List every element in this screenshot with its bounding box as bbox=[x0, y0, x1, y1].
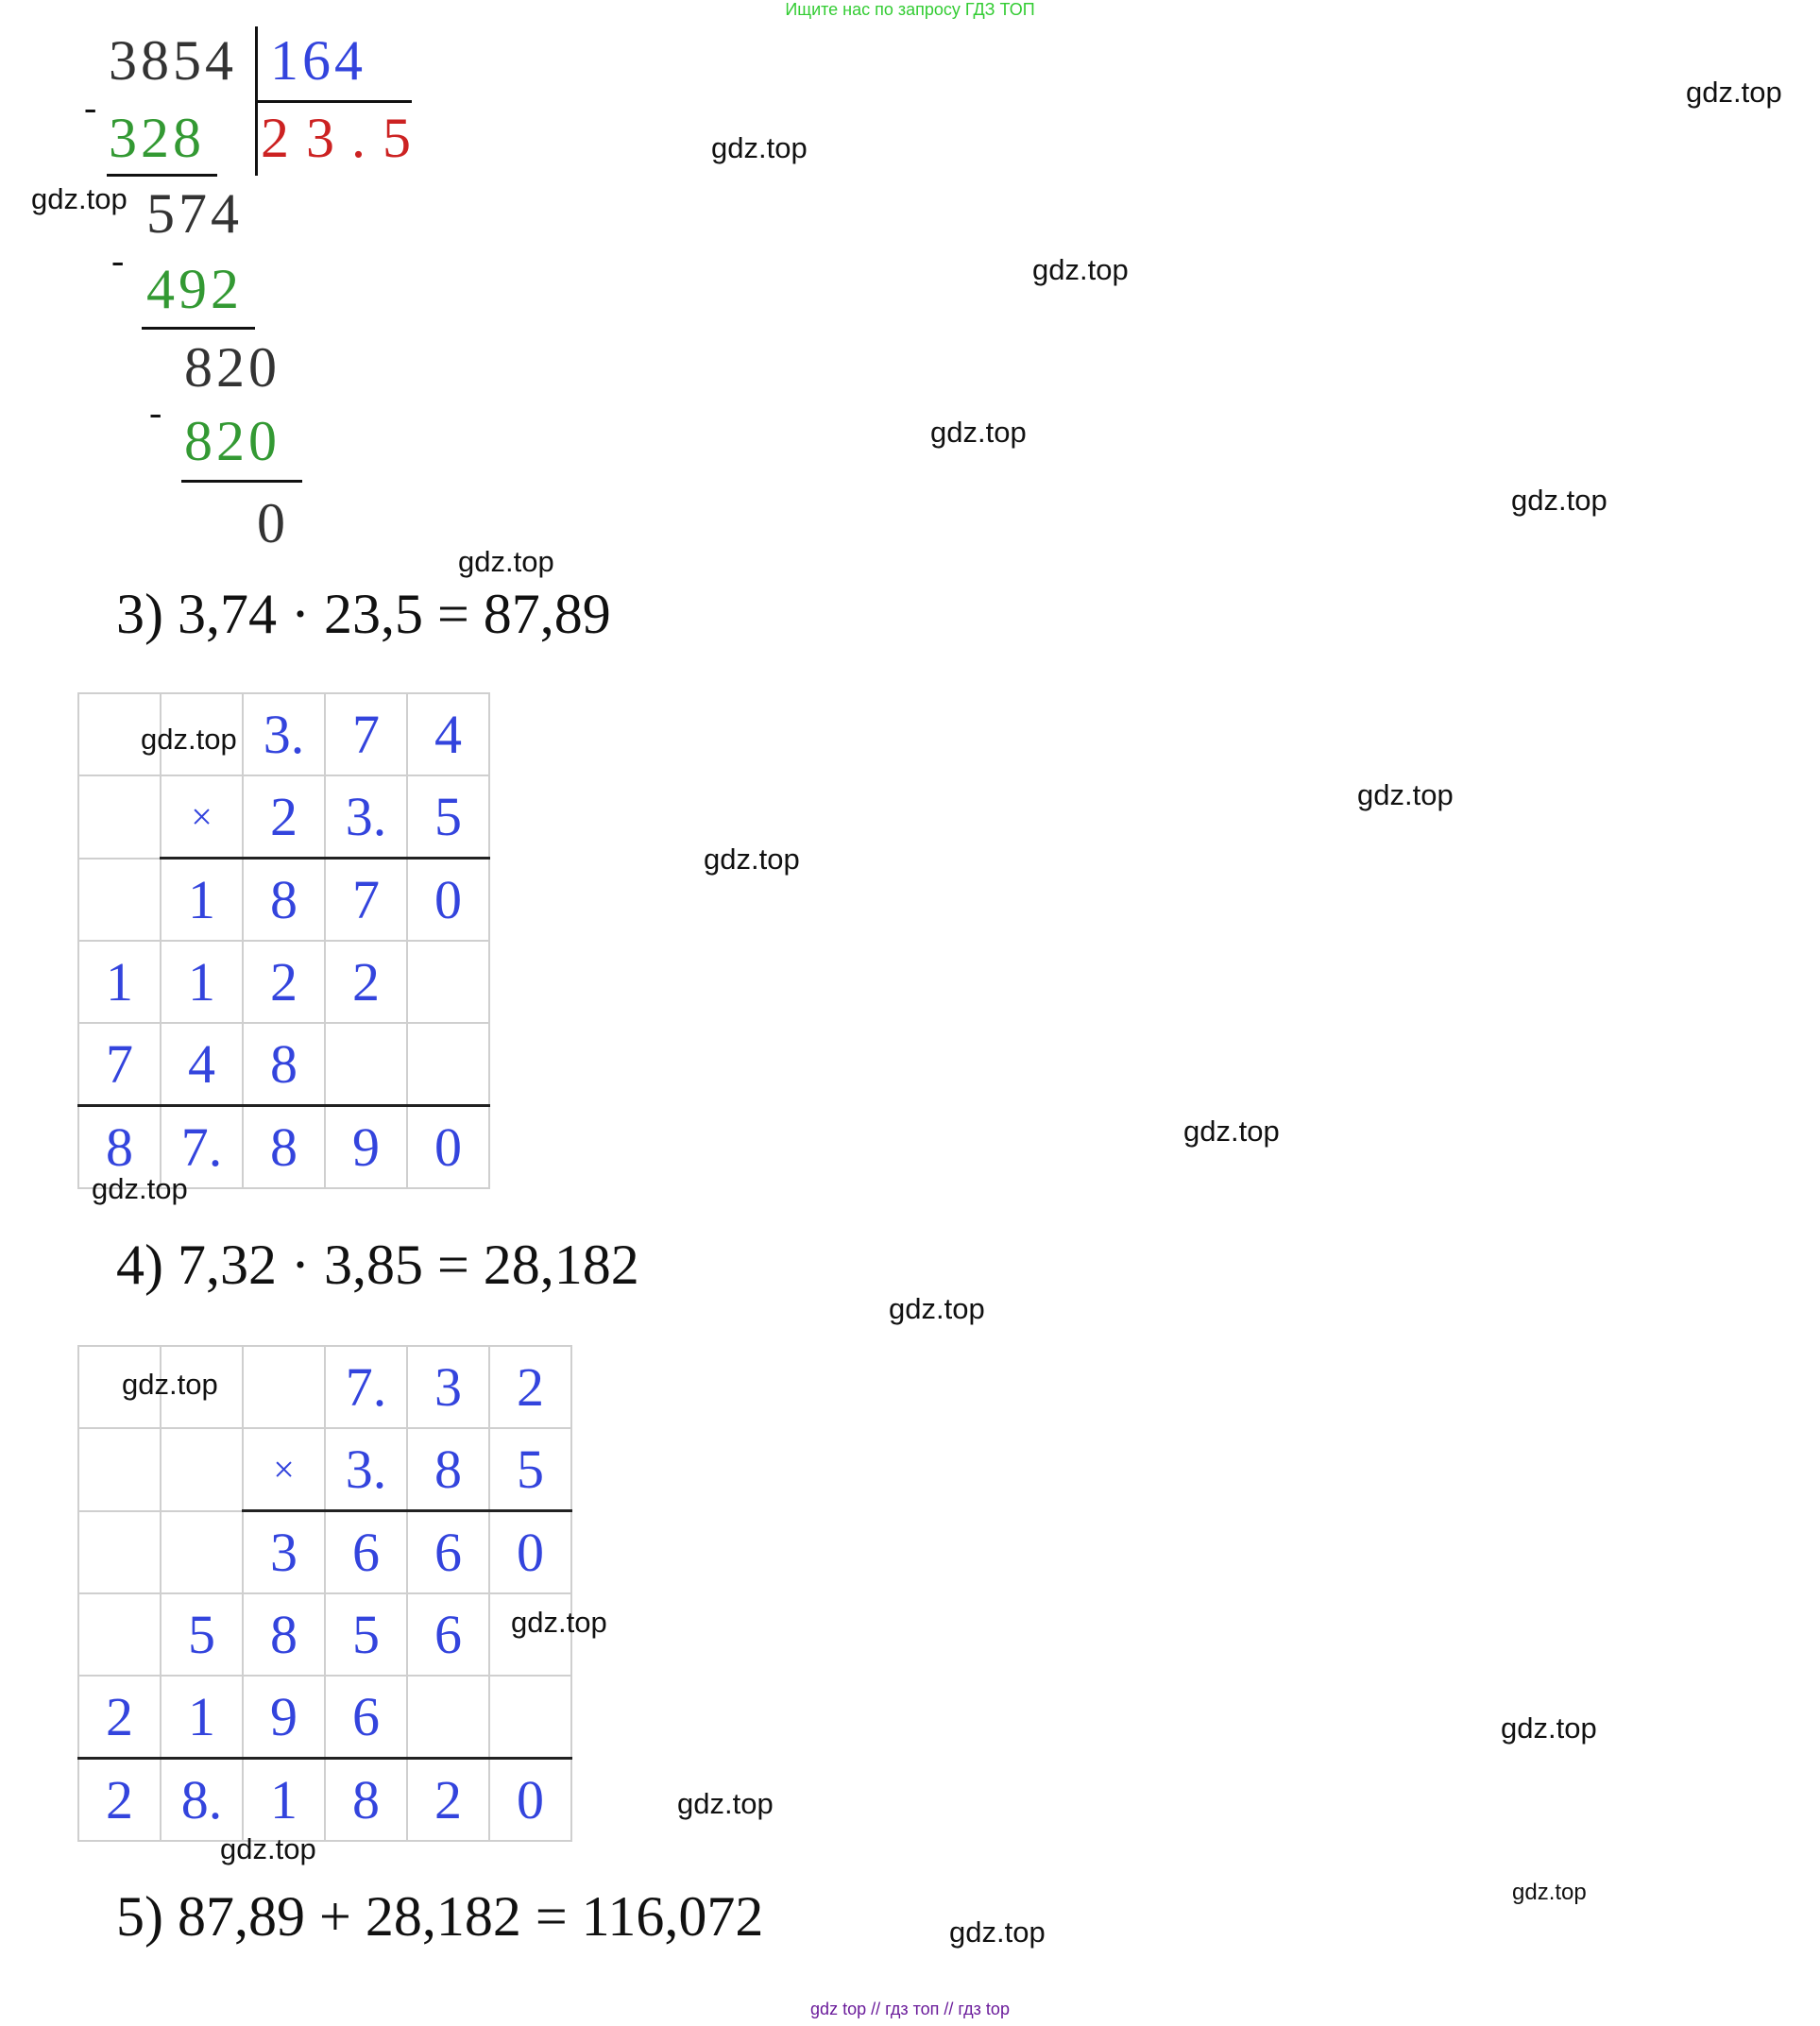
grid-cell: 2 bbox=[325, 941, 407, 1023]
grid-cell: 8. bbox=[161, 1759, 243, 1842]
grid-cell: 8 bbox=[325, 1759, 407, 1842]
remainder-3: 0 bbox=[257, 492, 289, 554]
division-bar-horizontal bbox=[257, 100, 412, 103]
subtrahend-1: 328 bbox=[109, 107, 205, 169]
grid-cell bbox=[407, 1023, 489, 1106]
grid-cell: 7. bbox=[161, 1106, 243, 1189]
watermark: gdz.top bbox=[220, 1832, 316, 1865]
grid-cell bbox=[78, 1593, 161, 1676]
watermark: gdz.top bbox=[31, 182, 128, 215]
grid-cell bbox=[325, 1023, 407, 1106]
footer-links[interactable]: gdz top // гдз топ // гдз top bbox=[810, 2000, 1010, 2018]
watermark: gdz.top bbox=[1511, 484, 1607, 517]
grid-cell: 2 bbox=[78, 1676, 161, 1759]
grid-cell: 2 bbox=[243, 775, 325, 859]
grid-cell bbox=[78, 1428, 161, 1511]
grid-cell bbox=[243, 1346, 325, 1428]
watermark: gdz.top bbox=[711, 131, 808, 164]
grid-cell: 0 bbox=[407, 1106, 489, 1189]
multiplication-grid-3 bbox=[77, 692, 490, 1189]
grid-cell: 3 bbox=[243, 1511, 325, 1594]
grid-cell: 1 bbox=[243, 1759, 325, 1842]
grid-cell: 4 bbox=[161, 1023, 243, 1106]
grid-cell: 1 bbox=[161, 1676, 243, 1759]
remainder-1: 574 bbox=[146, 182, 243, 245]
watermark: gdz.top bbox=[92, 1172, 188, 1205]
subtrahend-2: 492 bbox=[146, 258, 243, 320]
watermark: gdz.top bbox=[889, 1292, 985, 1325]
subtrahend-3: 820 bbox=[184, 410, 281, 472]
grid-cell: 6 bbox=[407, 1511, 489, 1594]
divisor: 164 bbox=[270, 29, 366, 92]
grid-cell: 3. bbox=[325, 1428, 407, 1511]
grid-cell bbox=[78, 1511, 161, 1594]
grid-cell bbox=[78, 859, 161, 942]
quotient: 23.5 bbox=[261, 107, 428, 169]
minus-sign: - bbox=[111, 239, 125, 281]
watermark: gdz.top bbox=[1501, 1711, 1597, 1745]
grid-cell: 7 bbox=[325, 693, 407, 775]
remainder-2: 820 bbox=[184, 336, 281, 399]
grid-cell bbox=[161, 1428, 243, 1511]
grid-cell: 7 bbox=[78, 1023, 161, 1106]
watermark: gdz.top bbox=[1032, 253, 1129, 286]
equation-5: 5) 87,89 + 28,182 = 116,072 bbox=[116, 1885, 764, 1948]
multiply-sign: × bbox=[243, 1428, 325, 1511]
grid-cell: 8 bbox=[243, 1593, 325, 1676]
watermark: gdz.top bbox=[704, 843, 800, 876]
grid-cell: 8 bbox=[78, 1106, 161, 1189]
grid-cell: 1 bbox=[161, 859, 243, 942]
watermark: gdz.top bbox=[122, 1368, 218, 1401]
grid-cell bbox=[161, 1511, 243, 1594]
grid-cell: 2 bbox=[489, 1346, 571, 1428]
underline-1 bbox=[107, 174, 217, 177]
minus-sign: - bbox=[149, 391, 162, 434]
grid-cell: 5 bbox=[489, 1428, 571, 1511]
grid-cell: 1 bbox=[78, 941, 161, 1023]
grid-cell: 8 bbox=[243, 859, 325, 942]
underline-2 bbox=[142, 327, 255, 330]
grid-cell: 9 bbox=[243, 1676, 325, 1759]
underline-3 bbox=[181, 480, 302, 483]
grid-cell: 3. bbox=[243, 693, 325, 775]
grid-cell: 2 bbox=[243, 941, 325, 1023]
grid-cell: 9 bbox=[325, 1106, 407, 1189]
minus-sign: - bbox=[84, 86, 97, 128]
grid-cell: 2 bbox=[78, 1759, 161, 1842]
grid-cell: 6 bbox=[407, 1593, 489, 1676]
watermark: gdz.top bbox=[930, 416, 1027, 449]
grid-cell: 3 bbox=[407, 1346, 489, 1428]
grid-cell bbox=[407, 1676, 489, 1759]
grid-cell: 5 bbox=[407, 775, 489, 859]
grid-cell: 0 bbox=[489, 1759, 571, 1842]
grid-cell: 6 bbox=[325, 1676, 407, 1759]
watermark: gdz.top bbox=[1183, 1115, 1280, 1148]
watermark: gdz.top bbox=[949, 1915, 1046, 1949]
grid-cell bbox=[407, 941, 489, 1023]
watermark: gdz.top bbox=[677, 1787, 774, 1820]
grid-cell: 8 bbox=[243, 1023, 325, 1106]
header-hint: Ищите нас по запросу ГДЗ ТОП bbox=[785, 0, 1035, 19]
grid-cell: 7 bbox=[325, 859, 407, 942]
watermark: gdz.top bbox=[458, 545, 554, 578]
grid-cell: 6 bbox=[325, 1511, 407, 1594]
equation-3: 3) 3,74 · 23,5 = 87,89 bbox=[116, 583, 611, 645]
grid-cell bbox=[489, 1676, 571, 1759]
watermark: gdz.top bbox=[511, 1606, 607, 1639]
equation-4: 4) 7,32 · 3,85 = 28,182 bbox=[116, 1234, 639, 1296]
grid-cell: 0 bbox=[407, 859, 489, 942]
grid-cell: 5 bbox=[161, 1593, 243, 1676]
grid-cell: 8 bbox=[407, 1428, 489, 1511]
watermark: gdz.top bbox=[1512, 1880, 1587, 1905]
grid-cell: 7. bbox=[325, 1346, 407, 1428]
dividend: 3854 bbox=[109, 29, 237, 92]
grid-cell: 8 bbox=[243, 1106, 325, 1189]
grid-cell: 1 bbox=[161, 941, 243, 1023]
grid-cell: 2 bbox=[407, 1759, 489, 1842]
grid-cell: 4 bbox=[407, 693, 489, 775]
grid-cell bbox=[78, 775, 161, 859]
watermark: gdz.top bbox=[1357, 778, 1454, 811]
multiplication-grid-4 bbox=[77, 1345, 572, 1842]
grid-cell: 3. bbox=[325, 775, 407, 859]
watermark: gdz.top bbox=[1686, 76, 1782, 109]
grid-cell: 0 bbox=[489, 1511, 571, 1594]
multiply-sign: × bbox=[161, 775, 243, 859]
grid-cell: 5 bbox=[325, 1593, 407, 1676]
watermark: gdz.top bbox=[141, 723, 237, 756]
